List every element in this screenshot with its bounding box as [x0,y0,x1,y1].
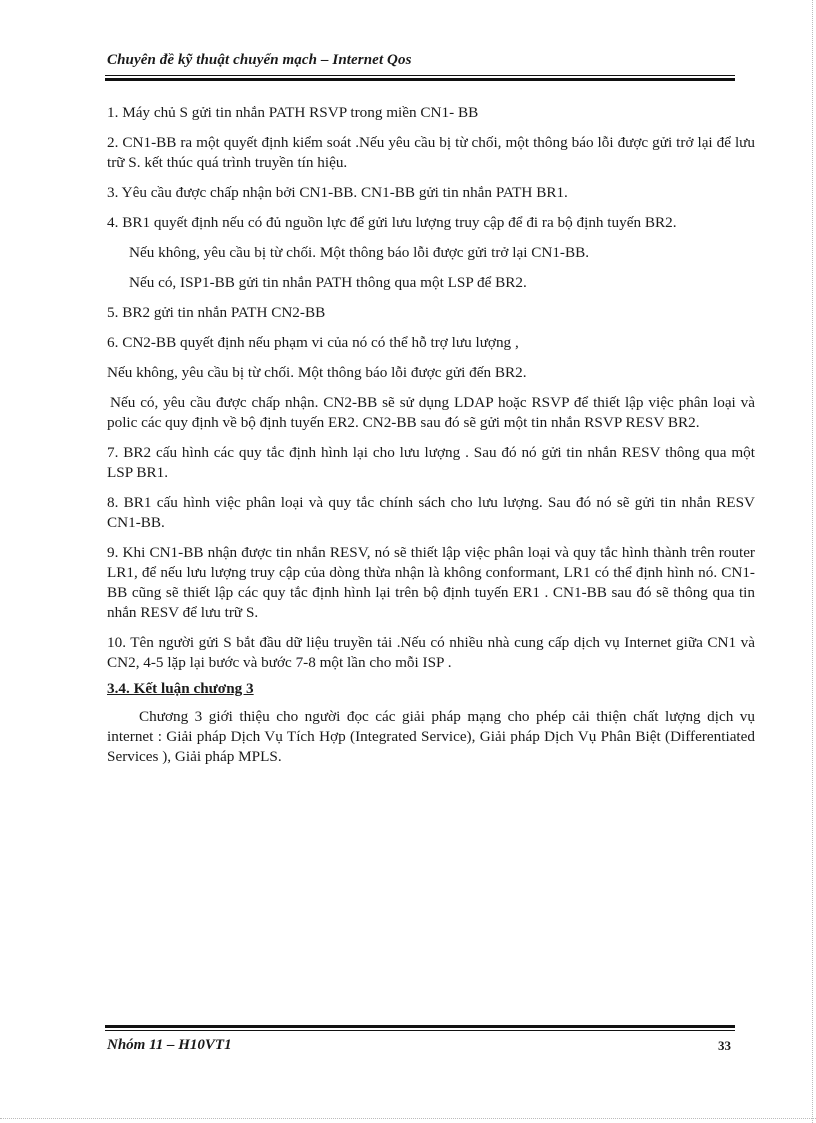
footer-rule-thick [105,1025,735,1028]
step-paragraph: 7. BR2 cấu hình các quy tắc định hình lại cho lưu lượng . Sau đó nó gửi tin nhắn RESV thông qua một LSP BR1. [107,444,755,481]
header-rule-thin [105,75,735,76]
page-edge-right [812,0,813,1123]
step-paragraph: Nếu có, yêu cầu được chấp nhận. CN2-BB sẽ sử dụng LDAP hoặc RSVP để thiết lập việc phân loại và polic các quy định về bộ định tuyến ER2. CN2-BB sau đó sẽ gửi một tin nhắn RSVP RESV BR2. [107,394,755,431]
header-rule-thick [105,78,735,81]
body-content [107,103,755,777]
header-title: Chuyên đề kỹ thuật chuyển mạch – Internet Qos [107,52,412,68]
step-paragraph: 10. Tên người gửi S bắt đầu dữ liệu truyền tải .Nếu có nhiều nhà cung cấp dịch vụ Internet giữa CN1 và CN2, 4-5 lặp lại bước và bước 7-8 một lần cho mỗi ISP . [107,634,755,671]
step-paragraph: Nếu không, yêu cầu bị từ chối. Một thông báo lỗi được gửi đến BR2. [107,364,527,381]
step-paragraph: 2. CN1-BB ra một quyết định kiểm soát .Nếu yêu cầu bị từ chối, một thông báo lỗi được gửi trở lại để lưu trữ S. kết thúc quá trình truyền tín hiệu. [107,134,755,171]
step-sub-paragraph: Nếu có, ISP1-BB gửi tin nhắn PATH thông qua một LSP để BR2. [129,274,527,291]
step-paragraph: 6. CN2-BB quyết định nếu phạm vi của nó có thể hỗ trợ lưu lượng , [107,334,519,351]
step-paragraph: 8. BR1 cấu hình việc phân loại và quy tắc chính sách cho lưu lượng. Sau đó nó sẽ gửi tin nhắn RESV CN1-BB. [107,494,755,531]
step-paragraph: 1. Máy chủ S gửi tin nhắn PATH RSVP trong miền CN1- BB [107,104,479,121]
step-sub-paragraph: Nếu không, yêu cầu bị từ chối. Một thông báo lỗi được gửi trở lại CN1-BB. [129,244,590,261]
section-heading: 3.4. Kết luận chương 3 [107,680,254,697]
step-paragraph: 3. Yêu cầu được chấp nhận bởi CN1-BB. CN1-BB gửi tin nhắn PATH BR1. [107,184,568,201]
page-number: 33 [718,1038,731,1053]
step-paragraph: 4. BR1 quyết định nếu có đủ nguồn lực để gửi lưu lượng truy cập để đi ra bộ định tuyến BR2. [107,214,677,231]
footer-group-label: Nhóm 11 – H10VT1 [107,1037,232,1053]
step-paragraph: 9. Khi CN1-BB nhận được tin nhắn RESV, nó sẽ thiết lập việc phân loại và quy tắc hình thành trên router LR1, để nếu lưu lượng truy cập của dòng thừa nhận là không conformant, LR1 có thể định hình nó. CN1-BB cũng sẽ thiết lập các quy tắc định hình lại trên bộ định tuyến ER1 . CN1-BB sau đó sẽ thông qua tin nhắn RESV để lưu trữ S. [107,544,755,621]
footer-rule-thin [105,1030,735,1031]
step-paragraph: 5. BR2 gửi tin nhắn PATH CN2-BB [107,304,326,321]
page-edge-bottom [0,1118,816,1119]
section-body: Chương 3 giới thiệu cho người đọc các giải pháp mạng cho phép cải thiện chất lượng dịch vụ internet : Giải pháp Dịch Vụ Tích Hợp (Integrated Service), Giải pháp Dịch Vụ Phân Biệt (Differentiated Services ), Giải pháp MPLS. [107,708,755,765]
